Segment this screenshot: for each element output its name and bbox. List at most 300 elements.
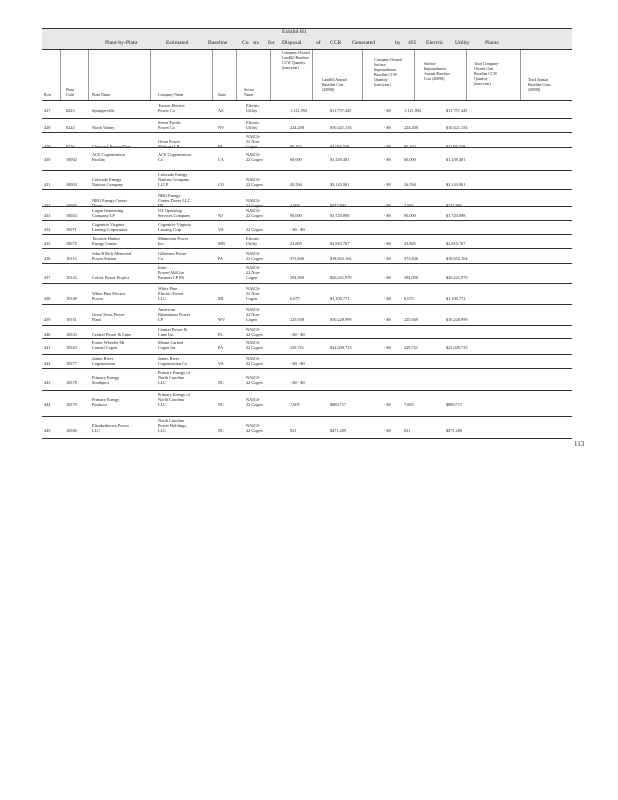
cell-plant-name: John B Rich Memorial — [92, 251, 132, 256]
cell-landfill-qty: 26,594 — [290, 182, 302, 187]
cell-sector: 22 Cogen — [246, 345, 263, 350]
row-rule — [42, 438, 572, 439]
cell-sector: 22 Cogen — [246, 332, 263, 337]
cell-plant-code: 10043 — [66, 213, 77, 218]
cell-si-qty: - $0 — [384, 182, 391, 187]
cell-company: Center Dover LLC — [158, 198, 191, 203]
cell-row: 427 — [44, 108, 51, 113]
row-rule — [42, 325, 572, 326]
cell-plant-code: 10333 — [66, 332, 77, 337]
cell-row: 439 — [44, 317, 51, 322]
cell-company: Power Co — [158, 108, 176, 113]
row-rule — [42, 368, 572, 369]
cell-landfill-qty: 23,805 — [290, 241, 302, 246]
title-word: sts — [253, 40, 259, 46]
cell-company: LLC — [158, 402, 167, 407]
cell-landfill-cost: $2,143,961 — [330, 182, 350, 187]
cell-sector: Electric — [246, 120, 260, 125]
cell-plant-name: Energy Center — [92, 241, 117, 246]
cell-si-cost: 229,721 — [404, 345, 418, 350]
cell-state: VA — [218, 227, 224, 232]
cell-landfill-qty: 4,605 — [290, 203, 300, 208]
cell-company: US Operating — [158, 208, 182, 213]
cell-sector: Cogen — [246, 144, 258, 149]
cell-sector: Utility — [246, 241, 258, 246]
row-rule — [42, 390, 572, 391]
cell-company: LP — [158, 317, 164, 322]
cell-company: Bituminous Power — [158, 312, 191, 317]
cell-landfill-cost: $11,757,445 — [330, 108, 352, 113]
cell-company: Midwest LP — [158, 144, 180, 149]
cell-sector: Electric — [246, 236, 260, 241]
cell-plant-code: 10143 — [66, 275, 77, 280]
cell-sector: 22 Cogen — [246, 227, 263, 232]
cell-si-cost: 1,121,992 — [404, 108, 422, 113]
cell-plant-name: Southport — [92, 380, 109, 385]
cell-plant-name: Primary Energy — [92, 375, 120, 380]
cell-company: North Carolina — [158, 418, 184, 423]
cell-company: Co — [158, 157, 164, 162]
cell-plant-name: Colver Power Project — [92, 275, 129, 280]
cell-sector: 22 Cogen — [246, 213, 263, 218]
cell-landfill-cost: $1,239,401 — [330, 157, 350, 162]
column-divider — [60, 50, 61, 100]
cell-company: Services Company — [158, 213, 191, 218]
cell-landfill-cost: $471,209 — [330, 428, 347, 433]
cell-row: 443 — [44, 380, 51, 385]
title-word: Generated — [352, 40, 375, 46]
cell-plant-name: Power Station — [92, 256, 117, 261]
cell-sector: Utility — [246, 108, 258, 113]
cell-landfill-cost: $2,810,767 — [330, 241, 350, 246]
cell-sector: 22 Cogen — [246, 402, 263, 407]
cell-plant-name: Foster Wheeler Mt — [92, 340, 125, 345]
title-word: for — [268, 40, 275, 46]
cell-plant-code: 8223 — [66, 108, 75, 113]
cell-company: Cogentrix-Virginia — [158, 222, 191, 227]
cell-company: LLC — [158, 296, 167, 301]
cell-landfill-qty: 373,846 — [290, 256, 304, 261]
cell-landfill-qty: 90,000 — [290, 213, 302, 218]
cell-landfill-cost: $18,652,164 — [330, 256, 352, 261]
cell-row: 438 — [44, 296, 51, 301]
cell-row: 436 — [44, 256, 51, 261]
cell-company: James River — [158, 356, 180, 361]
cell-landfill-qty: 6,675 — [290, 296, 300, 301]
cell-row: 442 — [44, 361, 51, 366]
cell-total-qty: $18,652,164 — [446, 256, 468, 261]
cell-row: 428 — [44, 125, 51, 130]
cell-row: 437 — [44, 275, 51, 280]
cell-landfill-qty: 60,000 — [290, 157, 302, 162]
cell-plant-name: Elizabethtown Power — [92, 423, 129, 428]
cell-state: NC — [218, 402, 224, 407]
column-divider — [212, 50, 213, 100]
cell-company: North Carolina — [158, 375, 184, 380]
cell-plant-name: Grant Town Power — [92, 312, 125, 317]
cell-sector: 22 Cogen — [246, 361, 263, 366]
cell-si-cost: 6,675 — [404, 296, 414, 301]
title-word: by — [395, 40, 401, 46]
cell-company: Lime Inc — [158, 332, 174, 337]
cell-plant-code: 10379 — [66, 402, 77, 407]
column-divider — [150, 50, 151, 100]
cell-landfill-cost: $10,228,999 — [330, 317, 352, 322]
cell-plant-name: NRG Energy Center — [92, 198, 128, 203]
cell-company: Mount Carmel — [158, 340, 184, 345]
cell-si-qty: - $0 — [384, 157, 391, 162]
cell-sector: 22 Cogen — [246, 203, 263, 208]
cell-company: ACE Cogeneration — [158, 152, 191, 157]
cell-company: LLLP — [158, 182, 169, 187]
cell-row: 432 — [44, 203, 51, 208]
title-word: Disposal — [282, 40, 302, 46]
row-rule — [42, 263, 572, 264]
cell-plant-name: Company LP — [92, 213, 115, 218]
cell-state: MI — [218, 296, 224, 301]
cell-sector: NAICS- — [246, 423, 261, 428]
cell-state: WV — [218, 317, 226, 322]
cell-si-qty: - $0 — [384, 125, 391, 130]
cell-landfill-qty: 394,000 — [290, 275, 304, 280]
header-rule — [42, 49, 572, 50]
column-header-total-qty: Total Company-Owned Unit Baseline CCW Quantity (tons/year) — [474, 62, 500, 86]
cell-sector: NAICS- — [246, 397, 261, 402]
column-divider — [88, 50, 89, 100]
cell-landfill-cost: $26,221,970 — [330, 275, 352, 280]
cell-sector: 22 Non- — [246, 270, 261, 275]
cell-state: PA — [218, 345, 224, 350]
cell-plant-name: Plant — [92, 317, 101, 322]
cell-total-qty: $2,143,961 — [446, 182, 466, 187]
cell-plant-code: 10377 — [66, 361, 77, 366]
cell-si-cost: 90,000 — [404, 213, 416, 218]
cell-landfill-qty: 225,949 — [290, 317, 304, 322]
cell-plant-code: 10151 — [66, 317, 77, 322]
cell-sector: NAICS- — [246, 265, 261, 270]
cell-company: Power Holdings, — [158, 423, 187, 428]
cell-sector: 22 Non- — [246, 139, 261, 144]
cell-sector: NAICS- — [246, 286, 261, 291]
cell-company: Electric Power — [158, 291, 184, 296]
cell-row: 435 — [44, 241, 51, 246]
cell-company: Cogen Inc — [158, 345, 176, 350]
row-rule — [42, 283, 572, 284]
column-header-sector: Sector Name — [244, 88, 254, 97]
cell-si-qty: - $0 — [384, 213, 391, 218]
cell-company: Power/AhlCon — [158, 270, 184, 275]
cell-si-qty: - $0 — [384, 108, 391, 113]
cell-landfill-qty: - $0 - $0 — [290, 361, 305, 366]
cell-landfill-qty: 821 — [290, 428, 297, 433]
cell-total-qty: $2,810,767 — [446, 241, 466, 246]
cell-si-qty: - $0 — [384, 275, 391, 280]
cell-plant-code: 10113 — [66, 256, 77, 261]
title-word: CCR — [330, 40, 342, 46]
column-divider — [520, 50, 521, 100]
cell-plant-name: ACE Cogeneration — [92, 152, 125, 157]
cell-state: AZ — [218, 108, 224, 113]
cell-sector: NAICS- — [246, 327, 261, 332]
exhibit-label: Exhibit H1 — [282, 29, 307, 35]
cell-company: DE — [158, 203, 164, 208]
cell-total-qty: $471,209 — [446, 428, 463, 433]
cell-state: NC — [218, 428, 224, 433]
cell-company: Inter- — [158, 265, 168, 270]
cell-row: 440 — [44, 332, 51, 337]
cell-plant-code: 10005 — [66, 203, 77, 208]
column-divider — [362, 50, 363, 100]
cell-company: North Carolina — [158, 397, 184, 402]
row-rule — [42, 189, 572, 190]
cell-row: 441 — [44, 345, 51, 350]
cell-state: NC — [218, 380, 224, 385]
cell-si-qty: - $0 — [384, 296, 391, 301]
cell-landfill-cost: $10,421,154 — [330, 125, 352, 130]
cell-company: Central Power & — [158, 327, 188, 332]
cell-sector: 22 Cogen — [246, 256, 263, 261]
top-rule — [42, 28, 572, 29]
cell-landfill-cost: $1,100,772 — [330, 296, 350, 301]
cell-plant-name: Carmel Cogen — [92, 345, 117, 350]
row-rule — [42, 304, 572, 305]
cell-company: Cogeneration Co — [158, 361, 188, 366]
cell-state: FL — [218, 332, 224, 337]
cell-si-cost: 225,949 — [404, 317, 418, 322]
cell-company: Colorado Energy — [158, 172, 188, 177]
cell-company: Tucson Electric — [158, 103, 185, 108]
cell-plant-code: 10343 — [66, 345, 77, 350]
cell-plant-name: Cheswick Power Plant — [92, 144, 131, 149]
row-rule — [42, 416, 572, 417]
cell-si-cost: 4,605 — [404, 203, 414, 208]
cell-row: 434 — [44, 227, 51, 232]
cell-landfill-cost: $22,049,733 — [330, 345, 352, 350]
cell-sector: 22 Non- — [246, 291, 261, 296]
cell-sector: NAICS- — [246, 251, 261, 256]
cell-plant-code: 8224 — [66, 125, 75, 130]
row-rule — [42, 147, 572, 148]
column-header-si-qty: Company-Owned Surface Impoundment Baseline CCW Quantity (tons/year) — [374, 58, 402, 87]
cell-plant-name: Cogentrix Virginia — [92, 222, 125, 227]
cell-company: American — [158, 307, 175, 312]
cell-sector: 22 Non- — [246, 312, 261, 317]
cell-row: 429 — [44, 144, 51, 149]
cell-plant-name: Taconite Harbor — [92, 236, 120, 241]
column-header-si-cost: Surface Impoundment Annual Baseline Cost (2009$) — [424, 62, 450, 81]
cell-company: Orion Power — [158, 139, 181, 144]
cell-sector: 22 Cogen — [246, 157, 263, 162]
cell-si-qty: - $0 — [384, 402, 391, 407]
row-rule — [42, 248, 572, 249]
cell-si-qty: - $0 — [384, 144, 391, 149]
cell-si-cost: 224,208 — [404, 125, 418, 130]
cell-company: Primary Energy of — [158, 392, 190, 397]
cell-company: Primary Energy of — [158, 370, 190, 375]
cell-state: PA — [218, 144, 224, 149]
page-number: 113 — [574, 440, 585, 448]
cell-state: NJ — [218, 213, 223, 218]
row-rule — [42, 220, 572, 221]
cell-si-qty: - $0 — [384, 203, 391, 208]
row-rule — [42, 206, 572, 207]
column-divider — [312, 50, 313, 100]
cell-landfill-qty: 1,121,992 — [290, 108, 308, 113]
row-rule — [42, 118, 572, 119]
cell-plant-code: 10071 — [66, 227, 77, 232]
cell-sector: Electric — [246, 103, 260, 108]
cell-plant-name: Leasing Corporation — [92, 227, 128, 232]
cell-sector: NAICS- — [246, 198, 261, 203]
cell-sector: Cogen — [246, 275, 258, 280]
cell-plant-name: James River — [92, 356, 114, 361]
cell-row: 431 — [44, 182, 51, 187]
cell-plant-code: 8226 — [66, 144, 75, 149]
cell-plant-name: Logan Generating — [92, 208, 124, 213]
cell-company: LLC — [158, 428, 167, 433]
cell-si-cost: 394,000 — [404, 275, 418, 280]
cell-company: Power Co — [158, 125, 176, 130]
row-rule — [42, 338, 572, 339]
cell-state: VA — [218, 361, 224, 366]
cell-total-qty: $4,056,538 — [446, 144, 466, 149]
cell-plant-name: LLC — [92, 428, 101, 433]
cell-landfill-qty: 7,605 — [290, 402, 300, 407]
cell-si-qty: - $0 — [384, 317, 391, 322]
column-divider — [236, 50, 237, 100]
cell-total-qty: $10,228,999 — [446, 317, 468, 322]
cell-si-cost: 23,805 — [404, 241, 416, 246]
cell-company: Sierra Pacific — [158, 120, 182, 125]
cell-total-qty: $1,720,098 — [446, 213, 466, 218]
cell-row: 433 — [44, 213, 51, 218]
title-word: Plant-by-Plant — [105, 40, 138, 46]
row-rule — [42, 132, 572, 133]
cell-landfill-qty: 224,208 — [290, 125, 304, 130]
cell-sector: NAICS- — [246, 152, 261, 157]
cell-company: Gilberton Power — [158, 251, 187, 256]
cell-landfill-cost: $1,720,098 — [330, 213, 350, 218]
column-header-row: Row — [44, 93, 52, 97]
cell-landfill-cost: $747,803 — [330, 203, 347, 208]
cell-si-qty: - $0 — [384, 345, 391, 350]
cell-plant-code: 10378 — [66, 380, 77, 385]
cell-row: 430 — [44, 157, 51, 162]
cell-company: Nations Company — [158, 177, 190, 182]
cell-landfill-qty: 229,721 — [290, 345, 304, 350]
cell-plant-name: Colorado Energy — [92, 177, 122, 182]
cell-plant-code: 10075 — [66, 241, 77, 246]
cell-sector: NAICS- — [246, 307, 261, 312]
cell-sector: NAICS- — [246, 177, 261, 182]
cell-si-cost: 373,846 — [404, 256, 418, 261]
column-divider — [466, 50, 467, 100]
cell-landfill-qty: - $0 - $0 — [290, 380, 305, 385]
cell-plant-name: Nations Company — [92, 182, 124, 187]
cell-total-qty: $22,049,733 — [446, 345, 468, 350]
cell-sector: NAICS- — [246, 375, 261, 380]
cell-sector: NAICS- — [246, 134, 261, 139]
cell-si-cost: 821 — [404, 428, 411, 433]
cell-row: 445 — [44, 428, 51, 433]
cell-plant-name: Primary Energy — [92, 397, 120, 402]
cell-company: Minnesota Power — [158, 236, 189, 241]
cell-si-cost: 85,102 — [404, 144, 416, 149]
title-word: Utility — [455, 40, 470, 46]
cell-landfill-cost: $880,717 — [330, 402, 347, 407]
cell-plant-name: Cogeneration — [92, 361, 116, 366]
title-word: 495 — [408, 40, 417, 46]
cell-plant-code: 10380 — [66, 428, 77, 433]
cell-total-qty: $1,239,401 — [446, 157, 466, 162]
cell-state: NV — [218, 125, 225, 130]
row-rule — [42, 354, 572, 355]
cell-total-qty: $26,221,970 — [446, 275, 468, 280]
cell-company: Co — [158, 256, 164, 261]
cell-sector: NAICS- — [246, 340, 261, 345]
cell-state: PA — [218, 256, 224, 261]
cell-plant-name: North Valmy — [92, 125, 115, 130]
cell-state: CO — [218, 182, 224, 187]
cell-company: Partners LP PA — [158, 275, 185, 280]
cell-plant-code: 10148 — [66, 296, 77, 301]
cell-total-qty: $880,717 — [446, 402, 463, 407]
cell-total-qty: $1,100,772 — [446, 296, 466, 301]
cell-company: White Pine — [158, 286, 178, 291]
cell-row: 444 — [44, 402, 51, 407]
header-bottom-rule — [42, 100, 572, 101]
cell-plant-code: 10002 — [66, 157, 77, 162]
cell-sector: Cogen — [246, 317, 258, 322]
column-header-plant-name: Plant Name — [92, 93, 111, 97]
cell-plant-code: 10003 — [66, 182, 77, 187]
cell-total-qty: $10,421,154 — [446, 125, 468, 130]
column-header-landfill-cost: Landfill Annual Baseline Cost (2009$) — [322, 78, 347, 92]
column-header-company: Company Name — [158, 93, 184, 97]
title-word: Electric — [426, 40, 444, 46]
cell-landfill-qty: 85,102 — [290, 144, 302, 149]
row-rule — [42, 170, 572, 171]
cell-plant-name: Roxboro — [92, 402, 108, 407]
cell-sector: Utility — [246, 125, 258, 130]
row-rule — [42, 234, 572, 235]
cell-sector: 22 Cogen — [246, 380, 263, 385]
cell-total-qty: $747,803 — [446, 203, 463, 208]
column-header-state: State — [218, 93, 226, 97]
cell-company: NRG Energy — [158, 193, 181, 198]
cell-sector: Cogen — [246, 296, 258, 301]
cell-si-qty: - $0 — [384, 241, 391, 246]
title-word: Plants — [485, 40, 499, 46]
cell-plant-name: Facility — [92, 157, 106, 162]
cell-plant-name: Central Power & Lime — [92, 332, 132, 337]
cell-sector: 22 Cogen — [246, 428, 263, 433]
cell-sector: 22 Cogen — [246, 182, 263, 187]
column-header-plant-code: Plant Code — [66, 88, 75, 97]
cell-si-cost: 26,594 — [404, 182, 416, 187]
cell-total-qty: $11,757,445 — [446, 108, 468, 113]
cell-plant-name: Springerville — [92, 108, 115, 113]
title-word: Estimated — [166, 40, 189, 46]
cell-sector: NAICS- — [246, 208, 261, 213]
title-word: Baseline — [208, 40, 228, 46]
cell-landfill-qty: - $0 - $0 — [290, 227, 305, 232]
cell-si-qty: - $0 — [384, 256, 391, 261]
column-header-landfill-qty: Company-Owned Landfill Baseline CCW Quantity (tons/year) — [282, 51, 310, 70]
cell-plant-name: Power — [92, 296, 103, 301]
cell-state: CA — [218, 157, 224, 162]
cell-state: MN — [218, 241, 225, 246]
